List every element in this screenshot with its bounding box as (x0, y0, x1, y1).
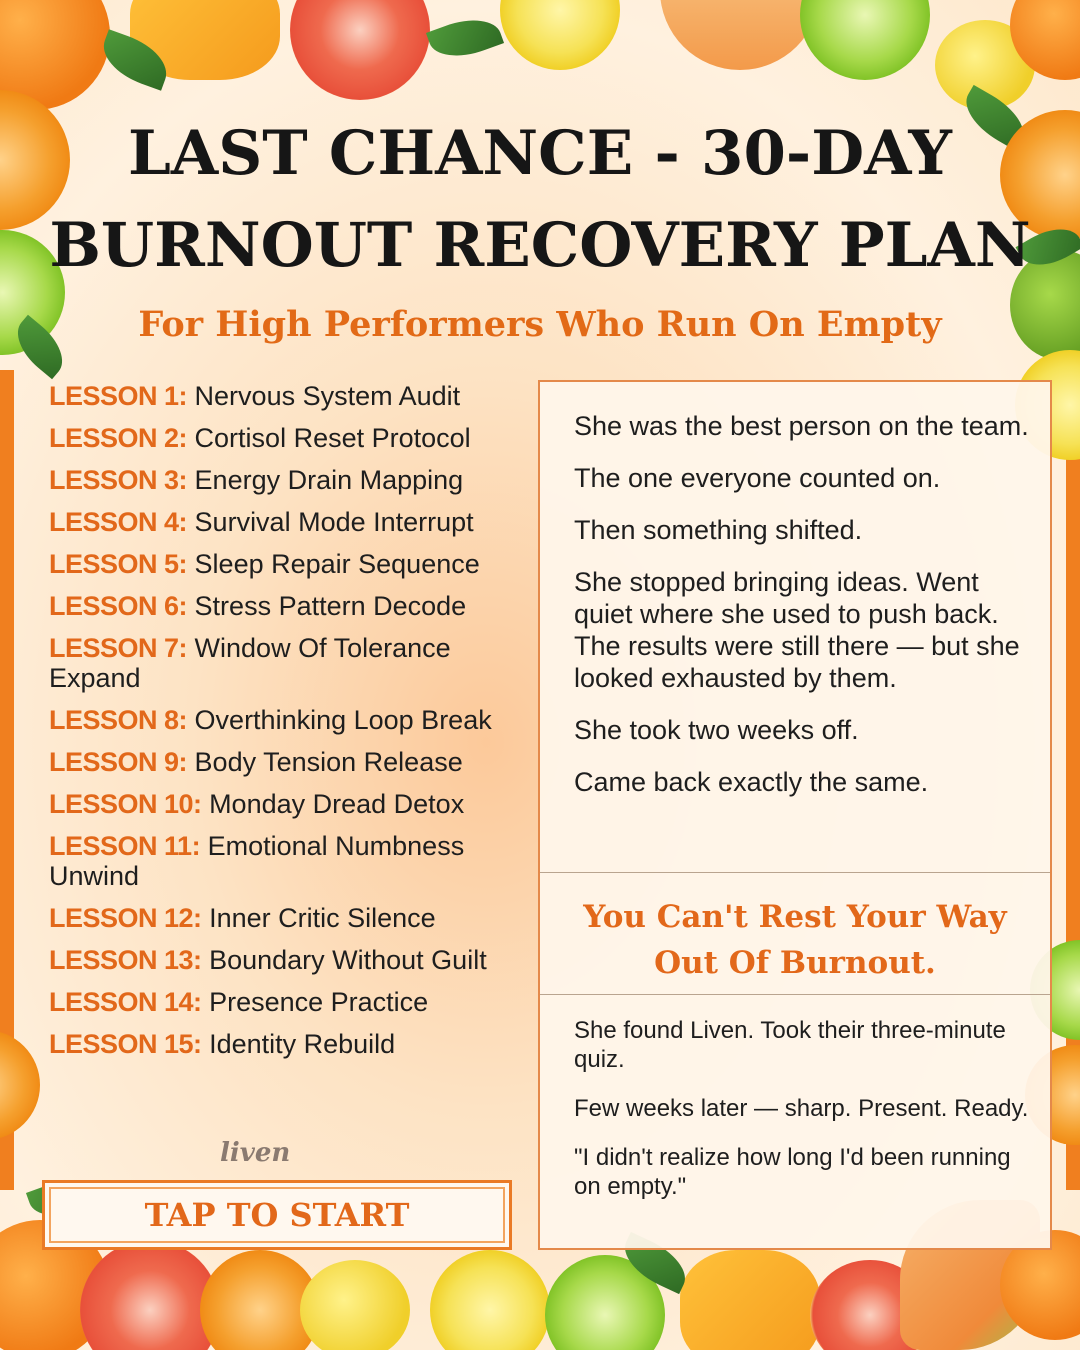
lesson-title: Inner Critic Silence (209, 903, 436, 933)
lesson-title: Monday Dread Detox (209, 789, 465, 819)
lesson-number: LESSON 15: (49, 1029, 202, 1059)
lesson-item (49, 789, 519, 819)
story-headline (540, 894, 1050, 986)
lesson-number: LESSON 6: (49, 591, 188, 621)
story-panel (538, 380, 1052, 1250)
lesson-item (49, 945, 519, 975)
lesson-title: Boundary Without Guilt (209, 945, 487, 975)
lesson-item (49, 705, 519, 735)
lesson-list (49, 381, 519, 1071)
story-paragraph: She stopped bringing ideas. Went quiet where she used to push back. The results were still there — but she looked exhausted by them. (574, 567, 1020, 693)
lesson-title: Emotional Numbness Unwind (49, 831, 465, 891)
lesson-item (49, 381, 519, 411)
lesson-number: LESSON 3: (49, 465, 188, 495)
lesson-number: LESSON 1: (49, 381, 188, 411)
lesson-item (49, 507, 519, 537)
lesson-title: Nervous System Audit (194, 381, 461, 411)
lesson-title: Window Of Tolerance Expand (49, 633, 451, 693)
headline-line-1: You Can't Rest Your Way (583, 899, 1007, 935)
lesson-title: Survival Mode Interrupt (194, 507, 474, 537)
story-paragraph: She took two weeks off. (574, 715, 859, 745)
divider (540, 872, 1050, 873)
lesson-number: LESSON 10: (49, 789, 202, 819)
lesson-title: Energy Drain Mapping (194, 465, 464, 495)
lesson-item (49, 747, 519, 777)
tap-to-start-button[interactable]: TAP TO START (42, 1180, 512, 1250)
lesson-item (49, 591, 519, 621)
brand-logo: liven (220, 1138, 291, 1168)
lesson-item (49, 987, 519, 1017)
lesson-item (49, 1029, 519, 1059)
lesson-title: Sleep Repair Sequence (194, 549, 480, 579)
lesson-number: LESSON 11: (49, 831, 201, 861)
story-intro (540, 382, 1050, 872)
story-paragraph: She was the best person on the team. (574, 411, 1029, 441)
lesson-title: Body Tension Release (194, 747, 463, 777)
story-paragraph: She found Liven. Took their three-minute quiz. (574, 1017, 1006, 1073)
lesson-number: LESSON 12: (49, 903, 202, 933)
story-outcome (574, 1016, 1034, 1221)
lesson-item (49, 903, 519, 933)
lesson-item (49, 465, 519, 495)
lesson-number: LESSON 7: (49, 633, 188, 663)
lesson-number: LESSON 8: (49, 705, 188, 735)
title-line-1: LAST CHANCE - 30-DAY (128, 118, 952, 189)
story-quote: "I didn't realize how long I'd been running on empty." (574, 1144, 1011, 1200)
lesson-item (49, 423, 519, 453)
lesson-number: LESSON 14: (49, 987, 202, 1017)
lesson-title: Cortisol Reset Protocol (194, 423, 471, 453)
lesson-number: LESSON 4: (49, 507, 188, 537)
headline-line-2: Out Of Burnout. (654, 945, 936, 981)
divider (540, 994, 1050, 995)
story-paragraph: The one everyone counted on. (574, 463, 941, 493)
lesson-number: LESSON 5: (49, 549, 188, 579)
lesson-title: Stress Pattern Decode (194, 591, 467, 621)
lesson-number: LESSON 9: (49, 747, 188, 777)
story-paragraph: Came back exactly the same. (574, 767, 929, 797)
lesson-title: Presence Practice (209, 987, 429, 1017)
lesson-number: LESSON 2: (49, 423, 188, 453)
lesson-item (49, 633, 519, 693)
page-title (0, 108, 1080, 292)
story-paragraph: Then something shifted. (574, 515, 863, 545)
subtitle: For High Performers Who Run On Empty (138, 304, 942, 345)
title-line-2: BURNOUT RECOVERY PLAN (49, 210, 1031, 281)
lesson-item (49, 549, 519, 579)
story-paragraph: Few weeks later — sharp. Present. Ready. (574, 1095, 1029, 1122)
lesson-number: LESSON 13: (49, 945, 202, 975)
lesson-title: Identity Rebuild (209, 1029, 396, 1059)
lesson-title: Overthinking Loop Break (194, 705, 492, 735)
lesson-item (49, 831, 519, 891)
